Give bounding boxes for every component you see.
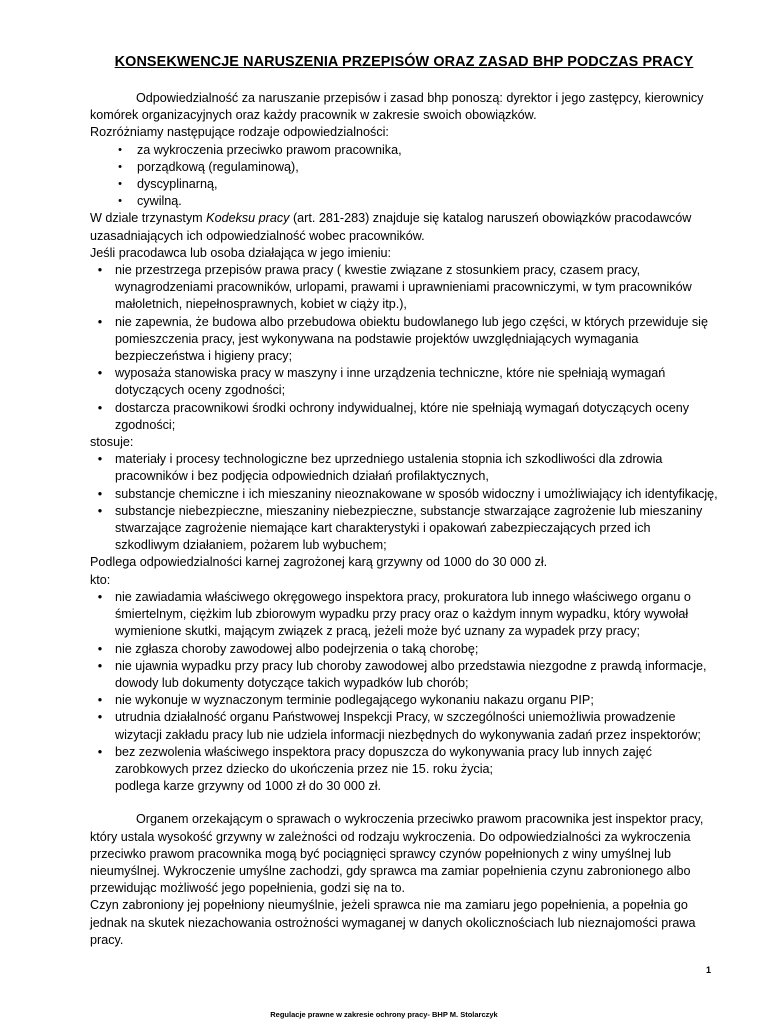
bullet-icon: •	[118, 178, 122, 191]
bullet-icon: •	[97, 589, 103, 604]
bullet-icon: •	[118, 195, 122, 208]
who-list	[90, 589, 718, 795]
list-item: • nie zawiadamia właściwego okręgowego inspektora pracy, prokuratora lub innego właściwego organu o śmiertelnym, ciężkim lub zbiorowym wypadku przy pracy oraz o każdym innym wypadku, który wywołał wymienione skutki, mającym związek z pracą, jeżeli może być uznany za wypadek przy pracy;	[90, 589, 718, 641]
list-item: • nie zgłasza choroby zawodowej albo podejrzenia o taką chorobę;	[90, 641, 718, 658]
list-item: • nie zapewnia, że budowa albo przebudowa obiektu budowlanego lub jego części, w których przewiduje się pomieszczenia pracy, jest wykonywana na podstawie projektów uwzględniających wymagania bezpieczeństwa i higieny pracy;	[90, 314, 718, 366]
bullet-icon: •	[97, 641, 103, 656]
applies-label: stosuje:	[90, 435, 134, 450]
page-number: 1	[706, 965, 712, 975]
bullet-icon: •	[97, 744, 103, 759]
list-item: • dostarcza pracownikowi środki ochrony indywidualnej, które nie spełniają wymagań dotyczących oceny zgodności;	[90, 400, 718, 434]
bullet-icon: •	[118, 160, 122, 173]
bullet-icon: •	[97, 366, 103, 381]
document-body	[90, 90, 718, 949]
bullet-icon: •	[97, 314, 103, 329]
list-item: • cywilną.	[90, 193, 718, 210]
list-item: • wyposaża stanowiska pracy w maszyny i inne urządzenia techniczne, które nie spełniają wymagań dotyczących oceny zgodności;	[90, 365, 718, 399]
list-item: • nie przestrzega przepisów prawa pracy ( kwestie związane z stosunkiem pracy, czasem pracy, wynagrodzeniami pracowników, urlopami, prawami i uprawnieniami pracowniczymi, w tym pracowników małoletnich, niepełnosprawnych, kobiet w ciąży itp.),	[90, 262, 718, 314]
list-item: • za wykroczenia przeciwko prawom pracownika,	[90, 142, 718, 159]
page-footer: Regulacje prawne w zakresie ochrony pracy- BHP M. Stolarczyk	[270, 1010, 498, 1019]
list-item: • substancje niebezpieczne, mieszaniny niebezpieczne, substancje stwarzające zagrożenie lub mieszaniny stwarzające zagrożenie niemające kart charakterystyki i opakowań zabezpieczających przed ich szkodliwym działaniem, pożarem lub wybuchem;	[90, 503, 718, 555]
closing-paragraph-2: Czyn zabroniony jej popełniony nieumyślnie, jeżeli sprawca nie ma zamiaru jego popełnienia, a popełnia go jednak na skutek niezachowania ostrożności wymaganej w danych okolicznościach lub nieznajomości prawa pracy.	[90, 898, 696, 947]
list-item: • nie wykonuje w wyznaczonym terminie podlegającego wykonaniu nakazu organu PIP;	[90, 692, 718, 709]
document-title: KONSEKWENCJE NARUSZENIA PRZEPISÓW ORAZ ZASAD BHP PODCZAS PRACY	[114, 54, 694, 70]
kodeks-paragraph: W dziale trzynastym Kodeksu pracy (art. 281-283) znajduje się katalog naruszeń obowiązków pracodawców uzasadniających ich odpowiedzialność wobec pracowników.	[90, 211, 692, 243]
bullet-icon: •	[97, 710, 103, 725]
bullet-icon: •	[97, 693, 103, 708]
list-item: • porządkową (regulaminową),	[90, 159, 718, 176]
kodeks-title: Kodeksu pracy	[206, 211, 290, 226]
employer-heading: Jeśli pracodawca lub osoba działająca w jego imieniu:	[90, 245, 392, 260]
paragraph-gap	[90, 795, 718, 811]
list-item: • materiały i procesy technologiczne bez uprzedniego ustalenia stopnia ich szkodliwości dla zdrowia pracowników i bez podjęcia odpowiednich działań profilaktycznych,	[90, 451, 718, 485]
list-item: • dyscyplinarną,	[90, 176, 718, 193]
types-list	[90, 142, 718, 211]
bullet-icon: •	[118, 143, 122, 156]
intro-paragraph: Odpowiedzialność za naruszanie przepisów i zasad bhp ponoszą: dyrektor i jego zastępcy, kierownicy komórek organizacyjnych oraz każdy pracownik w zakresie swoich obowiązków.	[90, 91, 704, 123]
penalty-text: Podlega odpowiedzialności karnej zagrożonej karą grzywny od 1000 do 30 000 zł.	[90, 555, 548, 570]
list-item: • bez zezwolenia właściwego inspektora pracy dopuszcza do wykonywania pracy lub innych zajęć zarobkowych przez dziecko do ukończenia przez nie 15. roku życia;	[90, 744, 718, 778]
list-item: • nie ujawnia wypadku przy pracy lub choroby zawodowej albo przedstawia niezgodne z prawdą informacje, dowody lub dokumenty dotyczące takich wypadków lub chorób;	[90, 658, 718, 692]
bullet-icon: •	[97, 486, 103, 501]
bullet-icon: •	[97, 658, 103, 673]
list-item: • utrudnia działalność organu Państwowej Inspekcji Pracy, w szczególności uniemożliwia prowadzenie wizytacji zakładu pracy lub nie udziela informacji niezbędnych do wykonywania zadań przez inspektorów;	[90, 709, 718, 743]
bullet-icon: •	[97, 263, 103, 278]
bullet-icon: •	[97, 400, 103, 415]
closing-paragraph-1: Organem orzekającym o sprawach o wykroczenia przeciwko prawom pracownika jest inspektor pracy, który ustala wysokość grzywny w zależności od rodzaju wykroczenia. Do odpowiedzialności za wykroczenia przeciwko prawom pracownika mogą być pociągnięci sprawcy czynów popełnionych z winy umyślnej lub nieumyślnej. Wykroczenie umyślne zachodzi, gdy sprawca ma zamiar popełnienia czynu zabronionego albo przewidując możliwość jego popełnienia, godzi się na to.	[90, 812, 704, 896]
types-heading: Rozróżniamy następujące rodzaje odpowiedzialności:	[90, 125, 389, 140]
list-item-penalty	[90, 778, 718, 795]
bullet-icon: •	[97, 503, 103, 518]
bullet-icon: •	[97, 452, 103, 467]
penalty-text-2: podlega karze grzywny od 1000 zł do 30 000 zł.	[115, 779, 382, 794]
who-label: kto:	[90, 572, 111, 587]
applies-list	[90, 451, 718, 554]
list-item: • substancje chemiczne i ich mieszaniny nieoznakowane w sposób widoczny i umożliwiający ich identyfikację,	[90, 486, 718, 503]
employer-list	[90, 262, 718, 434]
